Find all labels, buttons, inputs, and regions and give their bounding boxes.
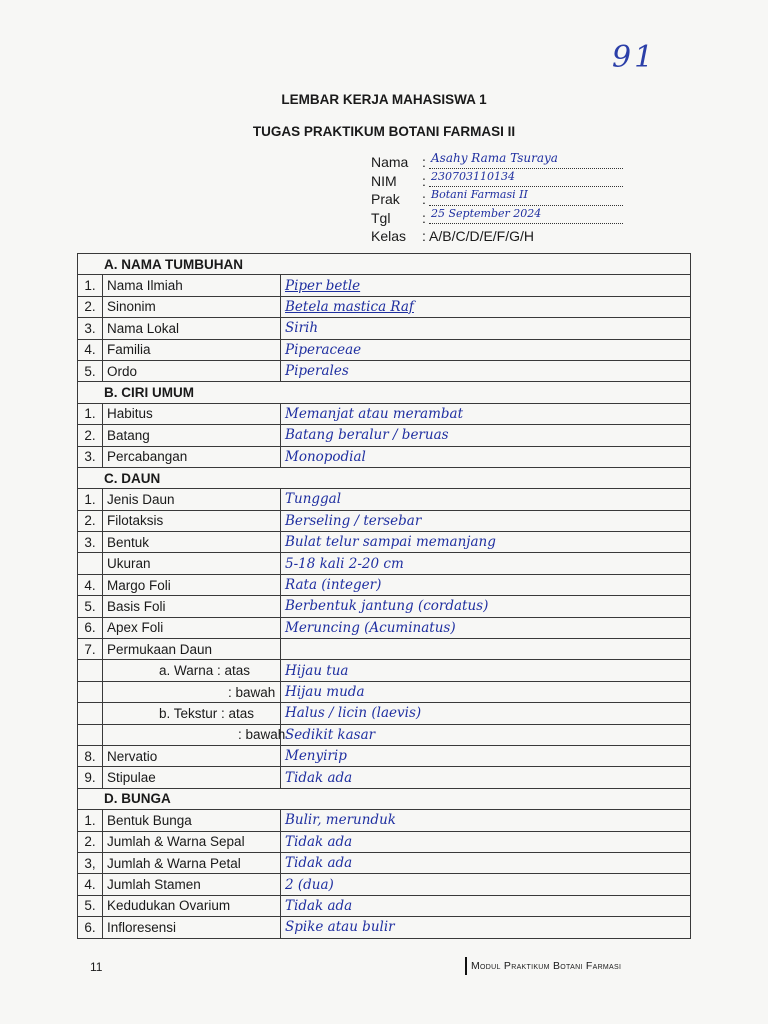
- table-row: [78, 852, 691, 873]
- row-number: 2.: [78, 425, 103, 446]
- colon: :: [422, 228, 426, 245]
- table-row: [78, 596, 691, 617]
- table-row: [78, 360, 691, 381]
- footer-divider: [465, 957, 467, 975]
- table-row: [78, 895, 691, 916]
- table-row: [78, 446, 691, 467]
- row-number: 5.: [78, 895, 103, 916]
- tgl-row: [371, 208, 631, 227]
- module-title: Modul Praktikum Botani Farmasi: [471, 960, 622, 972]
- row-label: Basis Foli: [103, 596, 281, 617]
- table-row: [78, 810, 691, 831]
- row-label: : bawah: [103, 681, 281, 702]
- row-number: 3.: [78, 532, 103, 553]
- nim-row: [371, 171, 631, 190]
- dotted-line: [429, 168, 623, 169]
- section-header-a: [78, 254, 691, 275]
- answer-field[interactable]: Tidak ada: [281, 831, 691, 852]
- answer-field[interactable]: Tunggal: [281, 489, 691, 510]
- row-number: 5.: [78, 596, 103, 617]
- answer-field[interactable]: Spike atau bulir: [281, 917, 691, 938]
- nim-label: NIM: [371, 172, 397, 189]
- row-label: Jenis Daun: [103, 489, 281, 510]
- row-number: 8.: [78, 745, 103, 766]
- nama-row: [371, 152, 631, 171]
- table-row: [78, 339, 691, 360]
- table-row: [78, 724, 691, 745]
- row-number: [78, 553, 103, 574]
- answer-field[interactable]: Menyirip: [281, 745, 691, 766]
- row-number: 3,: [78, 852, 103, 873]
- answer-field[interactable]: Bulat telur sampai memanjang: [281, 532, 691, 553]
- answer-field[interactable]: Rata (integer): [281, 574, 691, 595]
- kelas-value: A/B/C/D/E/F/G/H: [429, 228, 535, 245]
- row-label: Stipulae: [103, 767, 281, 788]
- row-label: Jumlah & Warna Sepal: [103, 831, 281, 852]
- row-number: 6.: [78, 617, 103, 638]
- table-row: [78, 425, 691, 446]
- row-label: Nama Ilmiah: [103, 275, 281, 296]
- row-number: 5.: [78, 360, 103, 381]
- row-number: 3.: [78, 446, 103, 467]
- worksheet-subtitle: TUGAS PRAKTIKUM BOTANI FARMASI II: [252, 124, 516, 139]
- row-number: [78, 681, 103, 702]
- table-row: [78, 617, 691, 638]
- row-label: Ordo: [103, 360, 281, 381]
- row-label: Nervatio: [103, 745, 281, 766]
- row-number: 7.: [78, 639, 103, 660]
- table-row: [78, 318, 691, 339]
- answer-field[interactable]: Halus / licin (laevis): [281, 703, 691, 724]
- row-label: Batang: [103, 425, 281, 446]
- answer-field[interactable]: Meruncing (Acuminatus): [281, 617, 691, 638]
- answer-field[interactable]: Hijau tua: [281, 660, 691, 681]
- table-row: [78, 510, 691, 531]
- tgl-value[interactable]: 25 September 2024: [431, 206, 542, 220]
- table-row: [78, 275, 691, 296]
- row-number: 4.: [78, 339, 103, 360]
- row-label: Kedudukan Ovarium: [103, 895, 281, 916]
- table-row: [78, 489, 691, 510]
- table-row: [78, 681, 691, 702]
- nim-value[interactable]: 230703110134: [431, 169, 515, 183]
- row-number: 6.: [78, 917, 103, 938]
- table-row: [78, 403, 691, 424]
- answer-field[interactable]: 2 (dua): [281, 874, 691, 895]
- row-label: Jumlah & Warna Petal: [103, 852, 281, 873]
- row-label: Infloresensi: [103, 917, 281, 938]
- section-header-b: [78, 382, 691, 403]
- row-label: : bawah: [103, 724, 281, 745]
- row-label: Sinonim: [103, 296, 281, 317]
- prak-label: Prak: [371, 191, 400, 208]
- answer-field[interactable]: Piperaceae: [281, 339, 691, 360]
- grade-score: 91: [612, 40, 657, 75]
- answer-field[interactable]: Piper betle: [281, 275, 691, 296]
- row-label: Ukuran: [103, 553, 281, 574]
- answer-field[interactable]: Monopodial: [281, 446, 691, 467]
- table-row: [78, 553, 691, 574]
- row-number: 1.: [78, 403, 103, 424]
- section-header-d: [78, 788, 691, 809]
- answer-field[interactable]: Memanjat atau merambat: [281, 403, 691, 424]
- table-row: [78, 703, 691, 724]
- row-label: Jumlah Stamen: [103, 874, 281, 895]
- row-number: [78, 703, 103, 724]
- section-title: A. NAMA TUMBUHAN: [78, 254, 691, 275]
- row-label: Habitus: [103, 403, 281, 424]
- table-row: [78, 745, 691, 766]
- answer-field[interactable]: Betela mastica Raf: [281, 296, 691, 317]
- answer-field[interactable]: Sirih: [281, 318, 691, 339]
- answer-field[interactable]: 5-18 kali 2-20 cm: [281, 553, 691, 574]
- table-row: [78, 639, 691, 660]
- table-row: [78, 574, 691, 595]
- row-number: 4.: [78, 574, 103, 595]
- colon: :: [422, 191, 426, 208]
- row-label: Familia: [103, 339, 281, 360]
- row-number: 9.: [78, 767, 103, 788]
- page-number: 11: [90, 960, 103, 974]
- section-title: B. CIRI UMUM: [78, 382, 691, 403]
- answer-field[interactable]: Berbentuk jantung (cordatus): [281, 596, 691, 617]
- answer-field[interactable]: Hijau muda: [281, 681, 691, 702]
- table-row: [78, 660, 691, 681]
- section-title: C. DAUN: [78, 467, 691, 488]
- row-number: 3.: [78, 318, 103, 339]
- answer-field[interactable]: Piperales: [281, 360, 691, 381]
- row-label: Permukaan Daun: [103, 639, 281, 660]
- worksheet-table: [77, 253, 691, 939]
- colon: :: [422, 172, 426, 189]
- table-row: [78, 532, 691, 553]
- row-number: 1.: [78, 275, 103, 296]
- table-row: [78, 296, 691, 317]
- answer-field[interactable]: Tidak ada: [281, 852, 691, 873]
- row-label: Bentuk Bunga: [103, 810, 281, 831]
- row-label: Nama Lokal: [103, 318, 281, 339]
- row-number: 1.: [78, 810, 103, 831]
- row-number: 2.: [78, 831, 103, 852]
- table-row: [78, 874, 691, 895]
- answer-field[interactable]: Berseling / tersebar: [281, 510, 691, 531]
- row-label: Filotaksis: [103, 510, 281, 531]
- prak-value[interactable]: Botani Farmasi II: [431, 188, 528, 202]
- answer-field[interactable]: Bulir, merunduk: [281, 810, 691, 831]
- dotted-line: [429, 223, 623, 224]
- table-row: [78, 767, 691, 788]
- colon: :: [422, 209, 426, 226]
- row-number: [78, 660, 103, 681]
- row-number: 2.: [78, 510, 103, 531]
- row-label: Margo Foli: [103, 574, 281, 595]
- row-label: a. Warna : atas: [103, 660, 281, 681]
- section-title: D. BUNGA: [78, 788, 691, 809]
- section-header-c: [78, 467, 691, 488]
- nama-value[interactable]: Asahy Rama Tsuraya: [431, 151, 558, 165]
- row-number: 4.: [78, 874, 103, 895]
- prak-row: [371, 189, 631, 208]
- row-number: [78, 724, 103, 745]
- answer-field[interactable]: Tidak ada: [281, 895, 691, 916]
- answer-field[interactable]: [281, 639, 691, 660]
- worksheet-title: LEMBAR KERJA MAHASISWA 1: [281, 92, 487, 107]
- row-label: Percabangan: [103, 446, 281, 467]
- dotted-line: [429, 205, 623, 206]
- tgl-label: Tgl: [371, 209, 391, 226]
- answer-field[interactable]: Batang beralur / beruas: [281, 425, 691, 446]
- dotted-line: [429, 186, 623, 187]
- kelas-label: Kelas: [371, 228, 407, 245]
- row-label: Apex Foli: [103, 617, 281, 638]
- answer-field[interactable]: Tidak ada: [281, 767, 691, 788]
- row-number: 2.: [78, 296, 103, 317]
- row-label: Bentuk: [103, 532, 281, 553]
- student-identity: [371, 152, 631, 245]
- kelas-row: [371, 226, 631, 245]
- row-number: 1.: [78, 489, 103, 510]
- table-row: [78, 831, 691, 852]
- row-label: b. Tekstur : atas: [103, 703, 281, 724]
- answer-field[interactable]: Sedikit kasar: [281, 724, 691, 745]
- colon: :: [422, 154, 426, 170]
- table-row: [78, 917, 691, 938]
- nama-label: Nama: [371, 154, 409, 170]
